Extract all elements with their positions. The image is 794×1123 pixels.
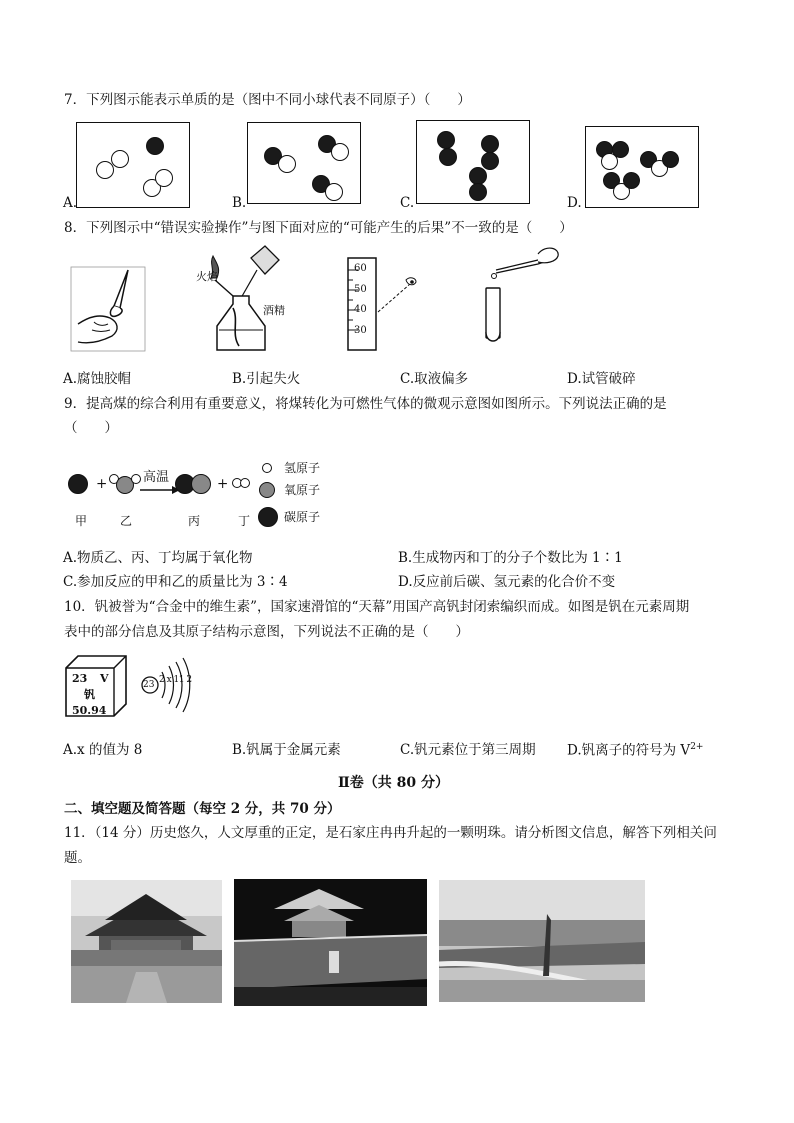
- dropper-hand-figure: [70, 266, 146, 352]
- q8-option-c[interactable]: C.取液偏多: [400, 371, 469, 387]
- q7-box-d: [585, 126, 699, 208]
- alcohol-lamp-figure: [193, 238, 293, 358]
- bridge-photo: [439, 880, 645, 1002]
- q11-stem-line2: 题。: [64, 850, 91, 866]
- q8-option-d[interactable]: D.试管破碎: [567, 371, 636, 387]
- q8-option-a[interactable]: A.腐蚀胶帽: [63, 371, 132, 387]
- test-tube-figure: [476, 240, 566, 350]
- q7-option-c[interactable]: C.: [400, 195, 415, 211]
- alcohol-label: 酒精: [263, 304, 285, 317]
- reaction-condition: 高温: [143, 470, 170, 485]
- plus-sign-2: +: [217, 476, 229, 492]
- scale-40: 40: [354, 304, 367, 315]
- q10-option-d[interactable]: D.钒离子的符号为 $V^{2+}$: [567, 742, 704, 759]
- section-heading: 二、填空题及简答题（每空 2 分，共 70 分）: [64, 801, 341, 817]
- q8-option-b[interactable]: B.引起失火: [232, 371, 301, 387]
- legend-carbon: 碳原子: [284, 510, 321, 524]
- element-symbol: V: [100, 672, 109, 685]
- label-yi: 乙: [120, 514, 133, 528]
- city-gate-photo: [234, 879, 427, 1006]
- ion-charge: 2+: [690, 742, 704, 752]
- q7-option-b[interactable]: B.: [232, 195, 247, 211]
- q9-stem-line2: （ ）: [64, 420, 118, 436]
- label-ding: 丁: [238, 514, 251, 528]
- electron-shells: 2 x 11 2: [159, 675, 192, 685]
- part2-title: Ⅱ卷（共 80 分）: [338, 775, 450, 791]
- plus-sign-1: +: [96, 476, 108, 492]
- fire-label: 火焰: [196, 270, 218, 283]
- q9-option-c[interactable]: C.参加反应的甲和乙的质量比为 3∶4: [63, 574, 288, 590]
- q7-box-b: [247, 122, 361, 204]
- q10-stem-line2: 表中的部分信息及其原子结构示意图，下列说法不正确的是（ ）: [64, 624, 469, 640]
- reaction-arrow: [140, 486, 180, 494]
- q11-stem-line1: 11．（14 分）历史悠久，人文厚重的正定，是石家庄冉冉升起的一颗明珠。请分析图文信息，解答下列相关问: [64, 825, 717, 841]
- q7-stem: 7．下列图示能表示单质的是（图中不同小球代表不同原子）（ ）: [64, 92, 471, 108]
- scale-50: 50: [354, 284, 367, 295]
- nucleus-charge: 23: [143, 680, 155, 690]
- q10-option-c[interactable]: C.钒元素位于第三周期: [400, 742, 536, 758]
- atomic-number: 23: [72, 672, 88, 685]
- q9-option-b[interactable]: B.生成物丙和丁的分子个数比为 1∶1: [398, 550, 623, 566]
- element-name: 钒: [84, 688, 95, 701]
- q9-option-d[interactable]: D.反应前后碳、氢元素的化合价不变: [398, 574, 616, 590]
- label-jia: 甲: [75, 514, 88, 528]
- scale-60: 60: [354, 263, 367, 274]
- q8-stem: 8．下列图示中“错误实验操作”与图下面对应的“可能产生的后果”不一致的是（ ）: [64, 220, 573, 236]
- q9-stem-line1: 9．提高煤的综合利用有重要意义，将煤转化为可燃性气体的微观示意图如图所示。下列说法正确的是: [64, 396, 667, 412]
- label-bing: 丙: [188, 514, 201, 528]
- temple-photo: [71, 880, 222, 1003]
- q7-option-a[interactable]: A.: [63, 195, 78, 211]
- q7-option-d[interactable]: D.: [567, 195, 582, 211]
- q10-stem-line1: 10．钒被誉为“合金中的维生素”，国家速滑馆的“天幕”用国产高钒封闭索编织而成。如图是钒在元素周期: [64, 599, 690, 615]
- q10-option-a[interactable]: A.x 的值为 8: [63, 742, 143, 758]
- atomic-mass: 50.94: [72, 704, 107, 717]
- q7-box-a: [76, 122, 190, 208]
- legend-hydrogen: 氢原子: [284, 461, 321, 475]
- scale-30: 30: [354, 325, 367, 336]
- q10-option-b[interactable]: B.钒属于金属元素: [232, 742, 341, 758]
- q9-option-a[interactable]: A.物质乙、丙、丁均属于氧化物: [63, 550, 253, 566]
- q7-box-c: [416, 120, 530, 204]
- legend-oxygen: 氧原子: [284, 483, 321, 497]
